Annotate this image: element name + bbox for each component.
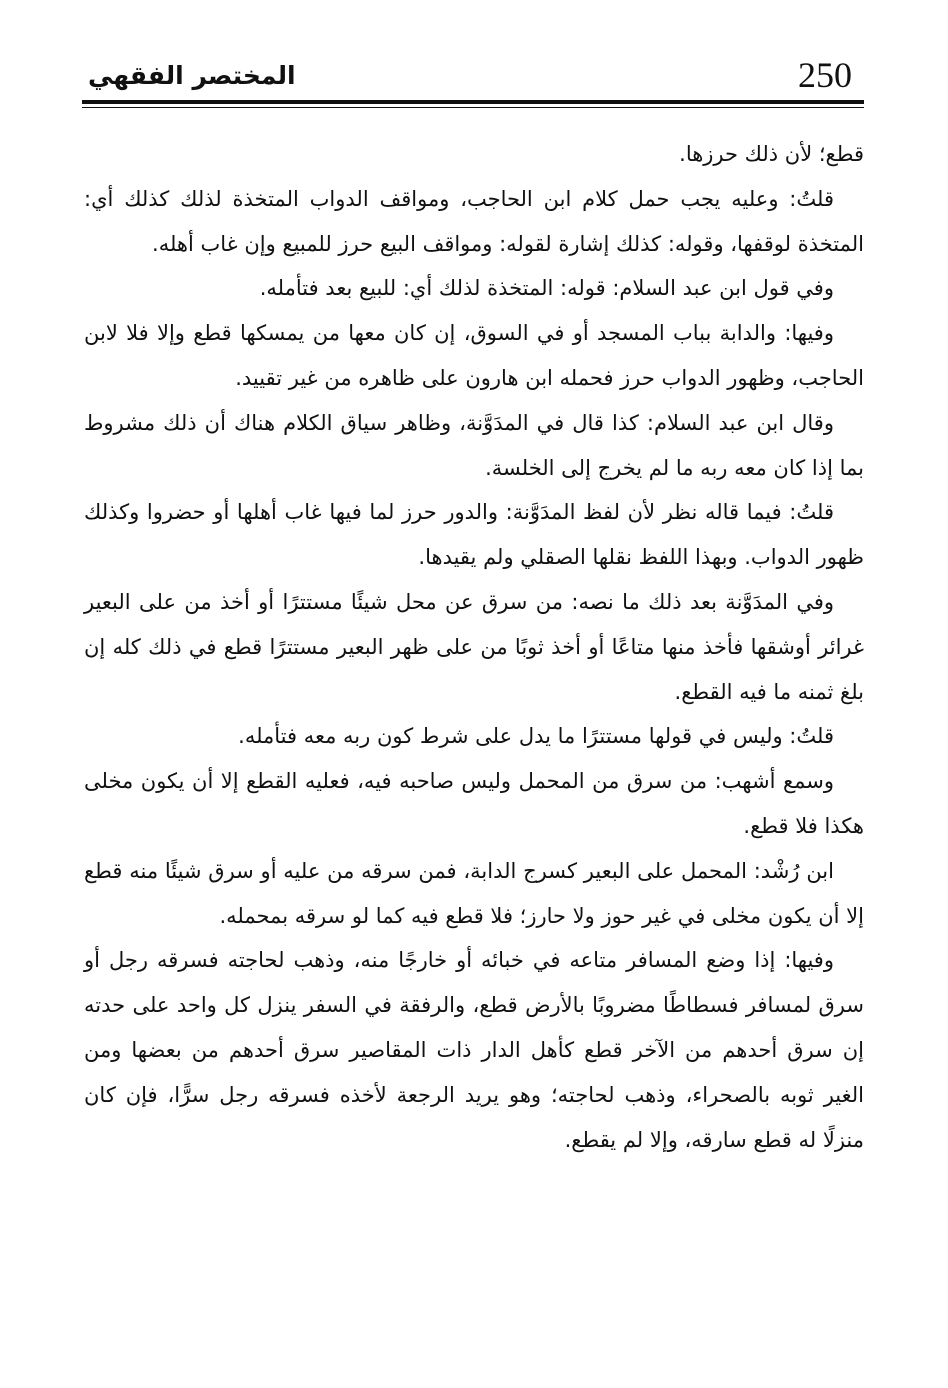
paragraph: قلتُ: فيما قاله نظر لأن لفظ المدَوَّنة: والدور حرز لما فيها غاب أهلها أو حضروا وكذلك ظهور الدواب. وبهذا اللفظ نقلها الصقلي ولم يقيدها. <box>84 500 864 570</box>
paragraph: قطع؛ لأن ذلك حرزها. <box>679 142 864 166</box>
paragraph: وفيها: إذا وضع المسافر متاعه في خبائه أو خارجًا منه، وذهب لحاجته فسرقه رجل أو سرق لمسافر فسطاطًا مضروبًا بالأرض قطع، والرفقة في السفر ينزل كل واحد على حدته إن سرق أحدهم من الآخر قطع كأهل الدار ذات المقاصير سرق أحدهم من بعضها ومن الغير ثوبه بالصحراء، وذهب لحاجته؛ وهو يريد الرجعة لأخذه فسرقه رجل سرًّا، فإن كان منزلًا له قطع سارقه، وإلا لم يقطع. <box>84 948 864 1152</box>
paragraph: وفي قول ابن عبد السلام: قوله: المتخذة لذلك أي: للبيع بعد فتأمله. <box>259 276 834 301</box>
paragraph: وفي المدَوَّنة بعد ذلك ما نصه: من سرق عن محل شيئًا مستترًا أو أخذ من على البعير غرائر أوشقها فأخذ منها متاعًا أو أخذ ثوبًا من على ظهر البعير مستترًا قطع في ذلك كله إن بلغ ثمنه ما فيه القطع. <box>84 589 864 704</box>
paragraph: وفيها: والدابة بباب المسجد أو في السوق، إن كان معها من يمسكها قطع وإلا فلا لابن الحاجب، وظهور الدواب حرز فحمله ابن هارون على ظاهره من غير تقييد. <box>84 321 864 390</box>
paragraph: قلتُ: وعليه يجب حمل كلام ابن الحاجب، ومواقف الدواب المتخذة لذلك كذلك أي: المتخذة لوقفها، وقوله: كذلك إشارة لقوله: ومواقف البيع حرز للمبيع وإن غاب أهله. <box>84 186 864 256</box>
header-rule-thick <box>82 100 864 104</box>
paragraph: قلتُ: وليس في قولها مستترًا ما يدل على شرط كون ربه معه فتأمله. <box>238 724 834 749</box>
body-text <box>84 132 864 1162</box>
page-number: 250 <box>798 55 852 95</box>
paragraph: وقال ابن عبد السلام: كذا قال في المدَوَّنة، وظاهر سياق الكلام هناك أن ذلك مشروط بما إذا كان معه ربه ما لم يخرج إلى الخلسة. <box>84 410 864 480</box>
header-rule-thin <box>82 107 864 108</box>
paragraph: وسمع أشهب: من سرق من المحمل وليس صاحبه فيه، فعليه القطع إلا أن يكون مخلى هكذا فلا قطع. <box>84 769 864 838</box>
paragraph: ابن رُشْد: المحمل على البعير كسرج الدابة، فمن سرقه من عليه أو سرق شيئًا منه قطع إلا أن يكون مخلى في غير حوز ولا حارز؛ فلا قطع فيه كما لو سرقه بمحمله. <box>84 858 864 928</box>
page-header <box>84 54 862 100</box>
book-title: المختصر الفقهي <box>88 61 296 90</box>
